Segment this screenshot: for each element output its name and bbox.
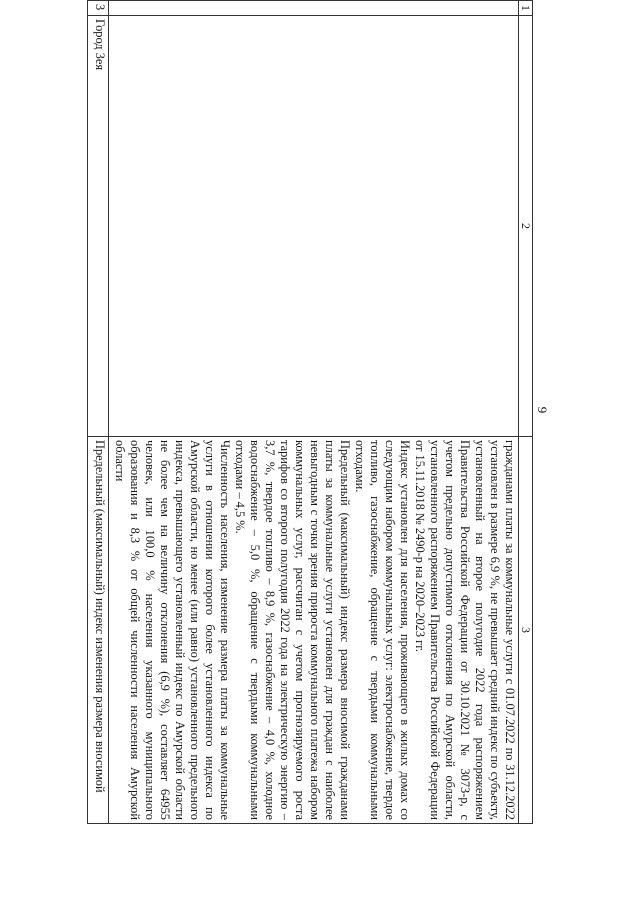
paragraph: Предельный (максимальный) индекс изменения размера вносимой <box>93 440 107 793</box>
table-row <box>109 1 519 824</box>
header-col-2: 2 <box>519 16 533 437</box>
rotated-page <box>88 0 553 820</box>
paragraph: Численность населения, изменение размера платы за коммунальные услуги в отношении которого более установленного индекса по Амурской области, но менее (или равно) установленного предельного индекса, превышающего установленный индекс по Амурской области не более чем на величину отклонения (6,9 %), составляет 64955 человек, или 100,0 % населения указанного муниципального образования и 8,3 % от общей численности населения Амурской области <box>113 440 232 820</box>
row-text <box>88 437 109 824</box>
row-number <box>109 1 519 16</box>
row-number: 3 <box>88 1 109 16</box>
tariff-index-table <box>87 0 533 824</box>
page-number: 9 <box>535 406 550 414</box>
table-header-row <box>519 1 533 824</box>
paragraph: Предельный (максимальный) индекс размера вносимой гражданами платы за коммунальные услуги установлен для граждан с наиболее невыгодным с точки зрения прироста коммунального платежа набором коммунальных услуг, рассчитан с учетом прогнозируемого роста тарифов со второго полугодия 2022 года на электрическую энергию – 3,7 %, твердое топливо – 8,9 %, газоснабжение – 4,0 %, холодное водоснабжение – 5,0 %, обращение с твердыми коммунальными отходами – 4,5 %. <box>233 440 352 820</box>
paragraph: гражданами платы за коммунальные услуги с 01.07.2022 по 31.12.2022 установлен в размере 6,9 %, не превышает средний индекс по субъекту, установленный на второе полугодие 2022 года распоряжением Правительства Российской Федерации от 30.10.2021 № 3073-р, с учетом предельно допустимого отклонения по Амурской области, установленного распоряжением Правительства Российской Федерации от 15.11.2018 № 2490-р на 2020–2023 гг. <box>413 440 517 820</box>
table-row <box>88 1 109 824</box>
header-col-3: 3 <box>519 437 533 824</box>
municipality-name: Город Зея <box>88 16 109 437</box>
header-col-1: 1 <box>519 1 533 16</box>
paragraph: Индекс установлен для населения, проживающего в жилых домах со следующим набором коммунальных услуг: электроснабжение, твердое топливо, газоснабжение, обращение с твердыми коммунальными отходами. <box>353 440 412 820</box>
row-text <box>109 437 519 824</box>
municipality-name <box>109 16 519 437</box>
